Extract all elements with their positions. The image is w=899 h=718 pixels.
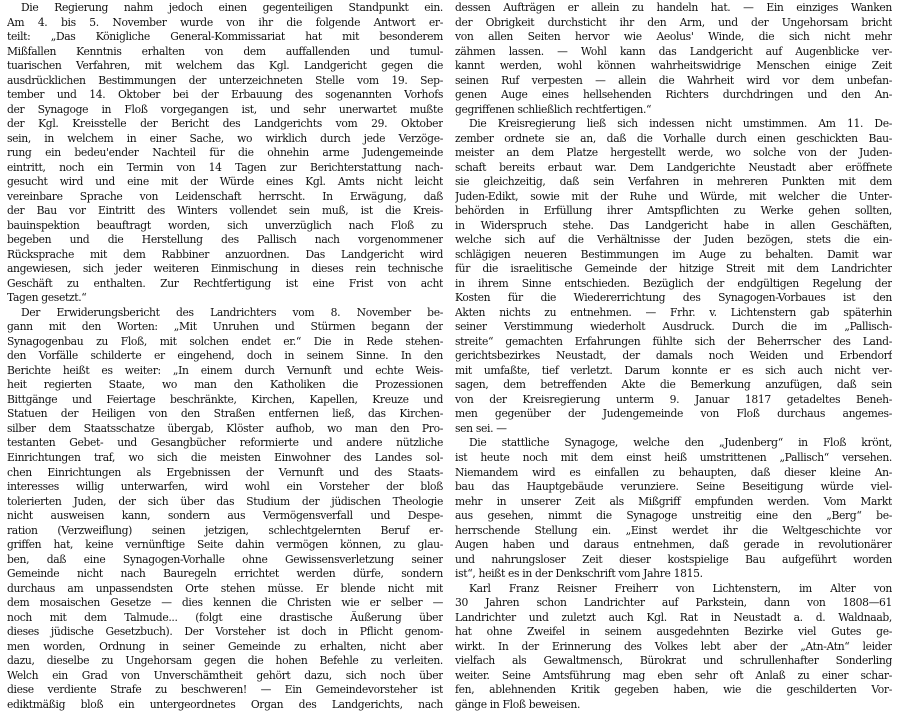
text-line: zähmen lassen. — Wohl kann das Landgericht auf Augenblicke ver- [455, 44, 892, 58]
text-line: chen Einrichtungen als Ergebnissen der Vernunft und des Staats- [7, 465, 443, 479]
text-line: eintritt, noch ein Termin von 14 Tagen zur Berichterstattung nach- [7, 160, 443, 174]
text-line: wirkt. In der Erinnerung des Volkes lebt aber der „Atn-Atn“ leider [455, 639, 892, 653]
text-line: gesucht wird und eine mit der Würde eines Kgl. Amts nicht leicht [7, 175, 443, 189]
text-line: dazu, dieselbe zu Ungehorsam gegen die hohen Befehle zu verleiten. [7, 654, 443, 668]
text-line: in ihrem Sinne entschieden. Bezüglich der endgültigen Regelung der [455, 276, 892, 290]
text-line: seinen Ruf verpesten — allein die Wahrheit wird vor dem unbefan- [455, 73, 892, 87]
text-line: Synagogenbau zu Floß, mit solchen endet er.“ Die in Rede stehen- [7, 334, 443, 348]
text-line: Die Regierung nahm jedoch einen gegenteiligen Standpunkt ein. [21, 1, 443, 14]
text-line: Akten nichts zu entnehmen. — Frhr. v. Lichtenstern gab späterhin [455, 305, 892, 319]
text-line: Mißfallen Kenntnis erhalten von dem auffallenden und tumul- [7, 44, 443, 58]
text-line: griffen hat, keine vernünftige Seite dahin vermögen können, zu glau- [7, 538, 443, 552]
text-line: welche sich auf die Verhältnisse der Juden bezögen, stets die ein- [455, 233, 892, 247]
text-line: schaft bereits erbaut war. Dem Landgerichte Neustadt aber eröffnete [455, 160, 892, 174]
text-line: fen, ablehnenden Kritik gegeben haben, wie die geschilderten Vor- [455, 683, 892, 697]
text-line: weiter. Seine Amtsführung mag eben sehr oft Anlaß zu einer schar- [455, 668, 892, 682]
text-line: Berichte heißt es weiter: „In einem durch Vernunft und echte Weis- [7, 363, 443, 377]
right-column [455, 1, 892, 712]
text-line: Juden-Edikt, sowie mit der Ruhe und Würde, mit welcher die Unter- [455, 189, 892, 203]
text-line: noch mit dem Talmude... (folgt eine drastische Äußerung über [7, 610, 443, 624]
text-line: Landrichter und zuletzt auch Kgl. Rat in Neustadt a. d. Waldnaab, [455, 610, 892, 624]
text-line: begeben und die Herstellung des Pallisch nach vorgenommener [7, 233, 443, 247]
text-line: 30 Jahren schon Landrichter auf Parkstein, dann von 1808—61 [455, 596, 892, 610]
text-line: ediktmäßig bloß ein untergeordnetes Organ des Landgerichts, nach [7, 697, 443, 711]
text-line: tuarischen Verfahren, mit welchem das Kgl. Landgericht gegen die [7, 59, 443, 73]
text-line: rung ein bedeu'ender Nachteil für die ohnehin arme Judengemeinde [7, 146, 443, 160]
text-line: von der Kreisregierung unterm 9. Januar 1817 getadeltes Beneh- [455, 392, 892, 406]
text-line: herrschende Stellung ein. „Einst werdet ihr die Weltgeschichte vor [455, 523, 892, 537]
text-line: nicht ausweisen kann, sondern aus Vermögensverfall und Despe- [7, 509, 443, 523]
text-line: sagen, dem betreffenden Akte die Bemerkung anzufügen, daß sein [455, 378, 892, 392]
text-line: sie gleichzeitig, daß sein Verfahren in mehreren Punkten mit dem [455, 175, 892, 189]
text-line: Geschäft zu enthalten. Zur Rechtfertigung ist eine Frist von acht [7, 276, 443, 290]
text-line: Welch ein Grad von Unverschämtheit gehört dazu, sich noch über [7, 668, 443, 682]
text-line: aus gesehen, nimmt die Synagoge unstreitig eine den „Berg“ be- [455, 509, 892, 523]
text-line: gänge in Floß beweisen. [455, 697, 581, 711]
text-line: angewiesen, sich jeder weiteren Einmischung in dieses rein technische [7, 262, 443, 276]
text-line: der Obrigkeit durchsticht ihr den Arm, und der Ungehorsam bricht [455, 15, 892, 29]
text-line: men worden, Ordnung in seiner Gemeinde zu erhalten, nicht aber [7, 639, 443, 653]
text-line: ben, daß eine Synagogen-Vorhalle ohne Gewissensverletzung seiner [7, 552, 443, 566]
left-column [7, 1, 443, 712]
text-line: Niemandem wird es einfallen zu behaupten, daß dieser kleine An- [455, 465, 892, 479]
text-line: mehr in unserer Zeit als Mißgriff empfunden werden. Vom Markt [455, 494, 892, 508]
text-line: dem mosaischen Gesetze — dies kennen die Christen wie er selber — [7, 596, 443, 610]
text-line: seiner Verstimmung wiederholt Ausdruck. Durch die im „Pallisch- [455, 320, 892, 334]
text-line: sen sei. — [455, 421, 507, 435]
text-line: Die stattliche Synagoge, welche den „Judenberg“ in Floß krönt, [469, 436, 892, 450]
text-line: gerichtsbezirkes Neustadt, der damals noch Weiden und Erbendorf [455, 349, 892, 363]
text-line: vielfach als Gewaltmensch, Bürokrat und schrullenhafter Sonderling [455, 654, 892, 668]
text-line: heit regierten Staate, wo man den Katholiken die Prozessionen [7, 378, 443, 392]
text-line: Karl Franz Reisner Freiherr von Lichtenstern, im Alter von [469, 581, 892, 595]
text-line: und nahrungsloser Zeit dieser kostspielige Bau aufgeführt worden [455, 552, 892, 566]
text-line: zember ordnete sie an, daß die Vorhalle durch einen geschickten Bau- [455, 131, 892, 145]
text-line: der Synagoge in Floß vorgegangen ist, und sehr unerwartet mußte [7, 102, 443, 116]
text-line: von allen Seiten hervor wie Aeolus' Winde, die sich nicht mehr [455, 30, 892, 44]
text-line: hat ohne Zweifel in seinem ausgedehnten Bezirke viel Gutes ge- [455, 625, 892, 639]
text-line: Statuen der Heiligen von den Straßen entfernen ließ, das Kirchen- [7, 407, 443, 421]
text-line: Der Erwiderungsbericht des Landrichters vom 8. November be- [21, 305, 443, 319]
text-line: Augen haben und daraus entnehmen, daß gerade in revolutionärer [455, 538, 892, 552]
text-line: teilt: „Das Königliche General-Kommissariat hat mit besonderem [7, 30, 443, 44]
text-line: dieses jüdische Gesetzbuch). Der Vorsteher ist doch in Pflicht genom- [7, 625, 443, 639]
text-line: testanten Gebet- und Gesangbücher reformierte und andere nützliche [7, 436, 443, 450]
text-line: für die israelitische Gemeinde der hitzige Streit mit dem Landrichter [455, 262, 892, 276]
text-line: kannt werden, wohl können wahrheitswidrige Menschen einige Zeit [455, 59, 892, 73]
text-line: gegriffenen schließlich rechtfertigen.“ [455, 102, 652, 116]
text-line: streite“ gemachten Erfahrungen fühlte sich der Beherrscher des Land- [455, 334, 892, 348]
text-line: Kosten für die Wiedererrichtung des Synagogen-Vorbaues ist den [455, 291, 892, 305]
text-line: tember und 14. Oktober bei der Erbauung des sogenannten Vorhofs [7, 88, 443, 102]
text-line: gann mit den Worten: „Mit Unruhen und Stürmen begann der [7, 320, 443, 334]
text-line: mit umfaßte, tief verletzt. Darum konnte er es sich auch nicht ver- [455, 363, 892, 377]
text-line: silber dem Staatsschatze übergab, Klöster aufhob, wo man den Pro- [7, 421, 443, 435]
text-line: der Bau vor Eintritt des Winters vollendet sein muß, ist die Kreis- [7, 204, 443, 218]
text-line: bauinspektion beauftragt worden, sich unverzüglich nach Floß zu [7, 218, 443, 232]
text-line: meister an dem Platze hergestellt werde, wo solche von der Juden- [455, 146, 892, 160]
text-line: schlägigen neueren Bestimmungen im Auge zu behalten. Damit war [455, 247, 892, 261]
text-line: diese verdiente Strafe zu beschweren! — Ein Gemeindevorsteher ist [7, 683, 443, 697]
text-line: in Widerspruch stehe. Das Landgericht habe in allen Geschäften, [455, 218, 892, 232]
text-line: ausdrücklichen Bestimmungen der unterzeichneten Stelle vom 19. Sep- [7, 73, 443, 87]
text-line: ist heute noch mit dem einst heiß umstrittenen „Pallisch“ versehen. [455, 450, 892, 464]
text-line: bau das Hauptgebäude verunziere. Seine Beseitigung würde viel- [455, 480, 892, 494]
text-line: der Kgl. Kreisstelle der Bericht des Landgerichts vom 29. Oktober [7, 117, 443, 131]
text-line: Einrichtungen traf, wo sich die meisten Einwohner des Landes sol- [7, 450, 443, 464]
text-line: Bittgänge und Feiertage beschränkte, Kirchen, Kapellen, Kreuze und [7, 392, 443, 406]
text-line: interesses willig unterwarfen, wird wohl ein Vorsteher der bloß [7, 480, 443, 494]
text-line: Die Kreisregierung ließ sich indessen nicht umstimmen. Am 11. De- [469, 117, 892, 131]
text-line: men gegenüber der Judengemeinde von Floß durchaus angemes- [455, 407, 892, 421]
text-line: sein, in welchem in einer Sache, wo wirklich durch jede Verzöge- [7, 131, 443, 145]
text-line: vereinbare Sprache von Leidenschaft herrscht. In Erwägung, daß [7, 189, 443, 203]
text-line: dessen Aufträgen er allein zu handeln hat. — Ein einziges Wanken [455, 1, 892, 14]
text-line: Gemeinde nicht nach Bauregeln errichtet werden dürfe, sondern [7, 567, 443, 581]
text-line: tolerierten Juden, der sich über das Studium der jüdischen Theologie [7, 494, 443, 508]
text-line: genen Auge eines hellsehenden Richters durchdringen und den An- [455, 88, 892, 102]
text-line: Tagen gesetzt.“ [7, 291, 87, 305]
text-line: ist“, heißt es in der Denkschrift vom Jahre 1815. [455, 567, 703, 581]
text-line: behörden in Erfüllung ihrer Amtspflichten zu Werke gehen sollten, [455, 204, 892, 218]
text-line: Rücksprache mit dem Rabbiner anzuordnen. Das Landgericht wird [7, 247, 443, 261]
text-line: ration (Verzweiflung) seinen jetzigen, schlechtgelernten Beruf er- [7, 523, 443, 537]
text-line: den Vorfälle schilderte er eingehend, doch in seinem Sinne. In den [7, 349, 443, 363]
text-line: durchaus am unpassendsten Orte stehen müsse. Er blende nicht mit [7, 581, 443, 595]
text-line: Am 4. bis 5. November wurde von ihr die folgende Antwort er- [7, 15, 443, 29]
